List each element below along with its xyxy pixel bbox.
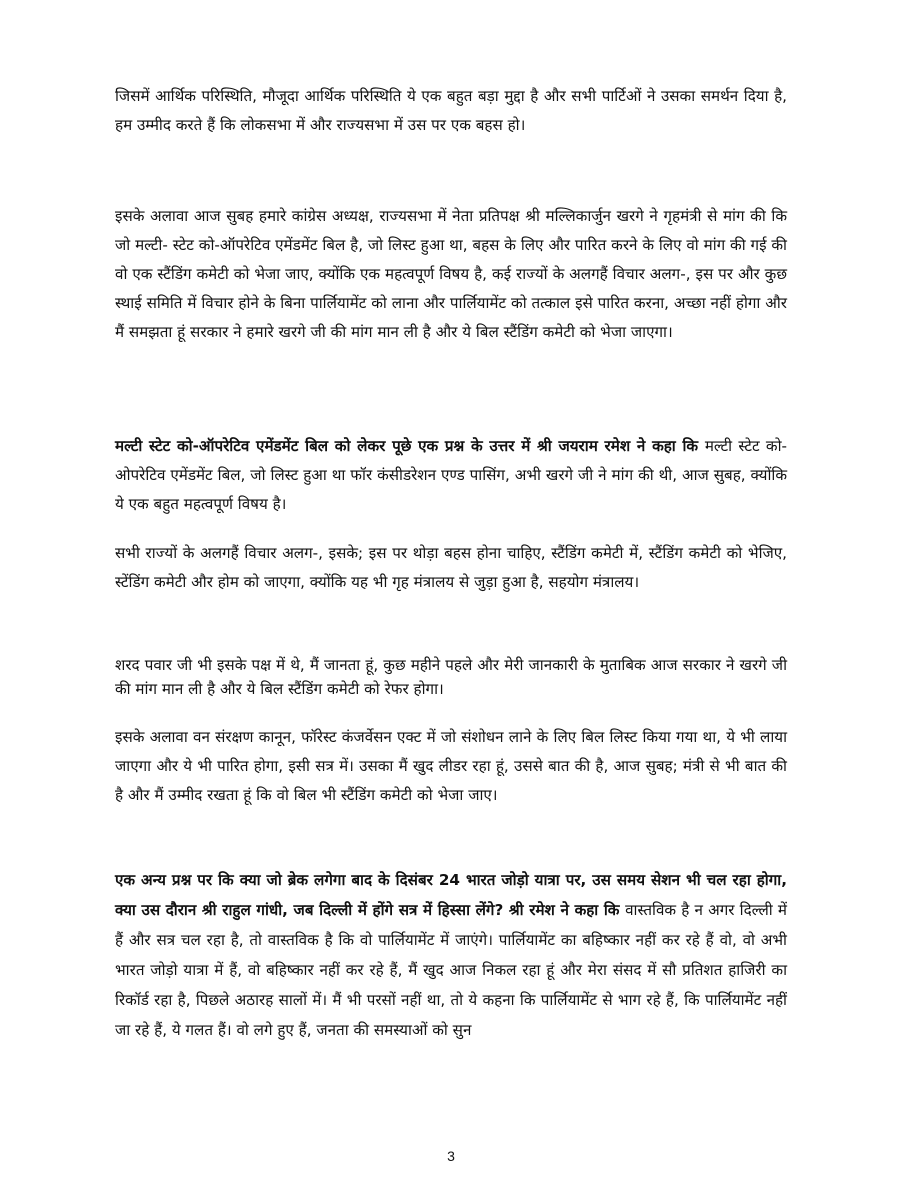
paragraph-7 (115, 865, 787, 1045)
page-number: 3 (447, 1148, 455, 1164)
paragraph-4-text: सभी राज्यों के अलगहैं विचार अलग-, इसके; इस पर थोड़ा बहस होना चाहिए, स्टैंडिंग कमेटी में, स्टैंडिंग कमेटी को भेजिए, स्टेंडिंग कमेटी और होम को जाएगा, क्योंकि यह भी गृह मंत्रालय से जुड़ा हुआ है, सहयोग मंत्रालय। (115, 544, 787, 591)
paragraph-7-bold-lead: एक अन्य प्रश्न पर कि क्या जो ब्रेक लगेगा बाद के दिसंबर 24 भारत जोड़ो यात्रा पर, उस समय सेशन भी चल रहा होगा, क्या उस दौरान श्री राहुल गांधी, जब दिल्ली में होंगे सत्र में हिस्सा लेंगे? श्री रमेश ने कहा कि (115, 871, 787, 919)
paragraph-4 (115, 539, 787, 597)
paragraph-2 (115, 202, 787, 347)
paragraph-1-text: जिसमें आर्थिक परिस्थिति, मौजूदा आर्थिक परिस्थिति ये एक बहुत बड़ा मुद्दा है और सभी पार्टिओं ने उसका समर्थन दिया है, हम उम्मीद करते हैं कि लोकसभा में और राज्यसभा में उस पर एक बहस हो। (115, 87, 787, 134)
paragraph-6-text: इसके अलावा वन संरक्षण कानून, फॉरेस्ट कंजर्वेसन एक्ट में जो संशोधन लाने के लिए बिल लिस्ट किया गया था, ये भी लाया जाएगा और ये भी पारित होगा, इसी सत्र में। उसका मैं खुद लीडर रहा हूं, उससे बात की है, आज सुबह; मंत्री से भी बात की है और मैं उम्मीद रखता हूं कि वो बिल भी स्टैंडिंग कमेटी को भेजा जाए। (115, 728, 787, 804)
paragraph-2-text: इसके अलावा आज सुबह हमारे कांग्रेस अध्यक्ष, राज्यसभा में नेता प्रतिपक्ष श्री मल्लिकार्जुन खरगे ने गृहमंत्री से मांग की कि जो मल्टी- स्टेट को-ऑपरेटिव एमेंडमेंट बिल है, जो लिस्ट हुआ था, बहस के लिए और पारित करने के लिए वो मांग की गई की वो एक स्टैंडिंग कमेटी को भेजा जाए, क्योंकि एक महत्वपूर्ण विषय है, कई राज्यों के अलगहैं विचार अलग-, इस पर और कुछ स्थाई समिति में विचार होने के बिना पार्लियामेंट को लाना और पार्लियामेंट को तत्काल इसे पारित करना, अच्छा नहीं होगा और मैं समझता हूं सरकार ने हमारे खरगे जी की मांग मान ली है और ये बिल स्टैंडिंग कमेटी को भेजा जाएगा। (115, 207, 787, 341)
paragraph-1 (115, 82, 787, 140)
paragraph-5-text: शरद पवार जी भी इसके पक्ष में थे, मैं जानता हूं, कुछ महीने पहले और मेरी जानकारी के मुताबिक आज सरकार ने खरगे जी की मांग मान ली है और ये बिल स्टैंडिंग कमेटी को रेफर होगा। (115, 656, 787, 698)
paragraph-7-text: वास्तविक है न अगर दिल्ली में हैं और सत्र चल रहा है, तो वास्तविक है कि वो पार्लियामेंट में जाएंगे। पार्लियामेंट का बहिष्कार नहीं कर रहे हैं वो, वो अभी भारत जोड़ो यात्रा में हैं, वो बहिष्कार नहीं कर रहे हैं, मैं खुद आज निकल रहा हूं और मेरा संसद में सौ प्रतिशत हाजिरी का रिकॉर्ड रहा है, पिछले अठारह सालों में। मैं भी परसों नहीं था, तो ये कहना कि पार्लियामेंट से भाग रहे हैं, कि पार्लियामेंट नहीं जा रहे हैं, ये गलत हैं। वो लगे हुए हैं, जनता की समस्याओं को सुन (115, 901, 787, 1039)
paragraph-6 (115, 723, 787, 810)
paragraph-3 (115, 432, 787, 519)
paragraph-3-text: मल्टी स्टेट को-ओपरेटिव एमेंडमेंट बिल, जो लिस्ट हुआ था फॉर कंसीडरेशन एण्ड पासिंग, अभी खरगे जी ने मांग की थी, आज सुबह, क्योंकि ये एक बहुत महत्वपूर्ण विषय है। (115, 437, 787, 513)
paragraph-3-bold-lead: मल्टी स्टेट को-ऑपरेटिव एमेंडमेंट बिल को लेकर पूछे एक प्रश्न के उत्तर में श्री जयराम रमेश ने कहा कि (115, 437, 705, 455)
paragraph-5 (115, 653, 787, 701)
